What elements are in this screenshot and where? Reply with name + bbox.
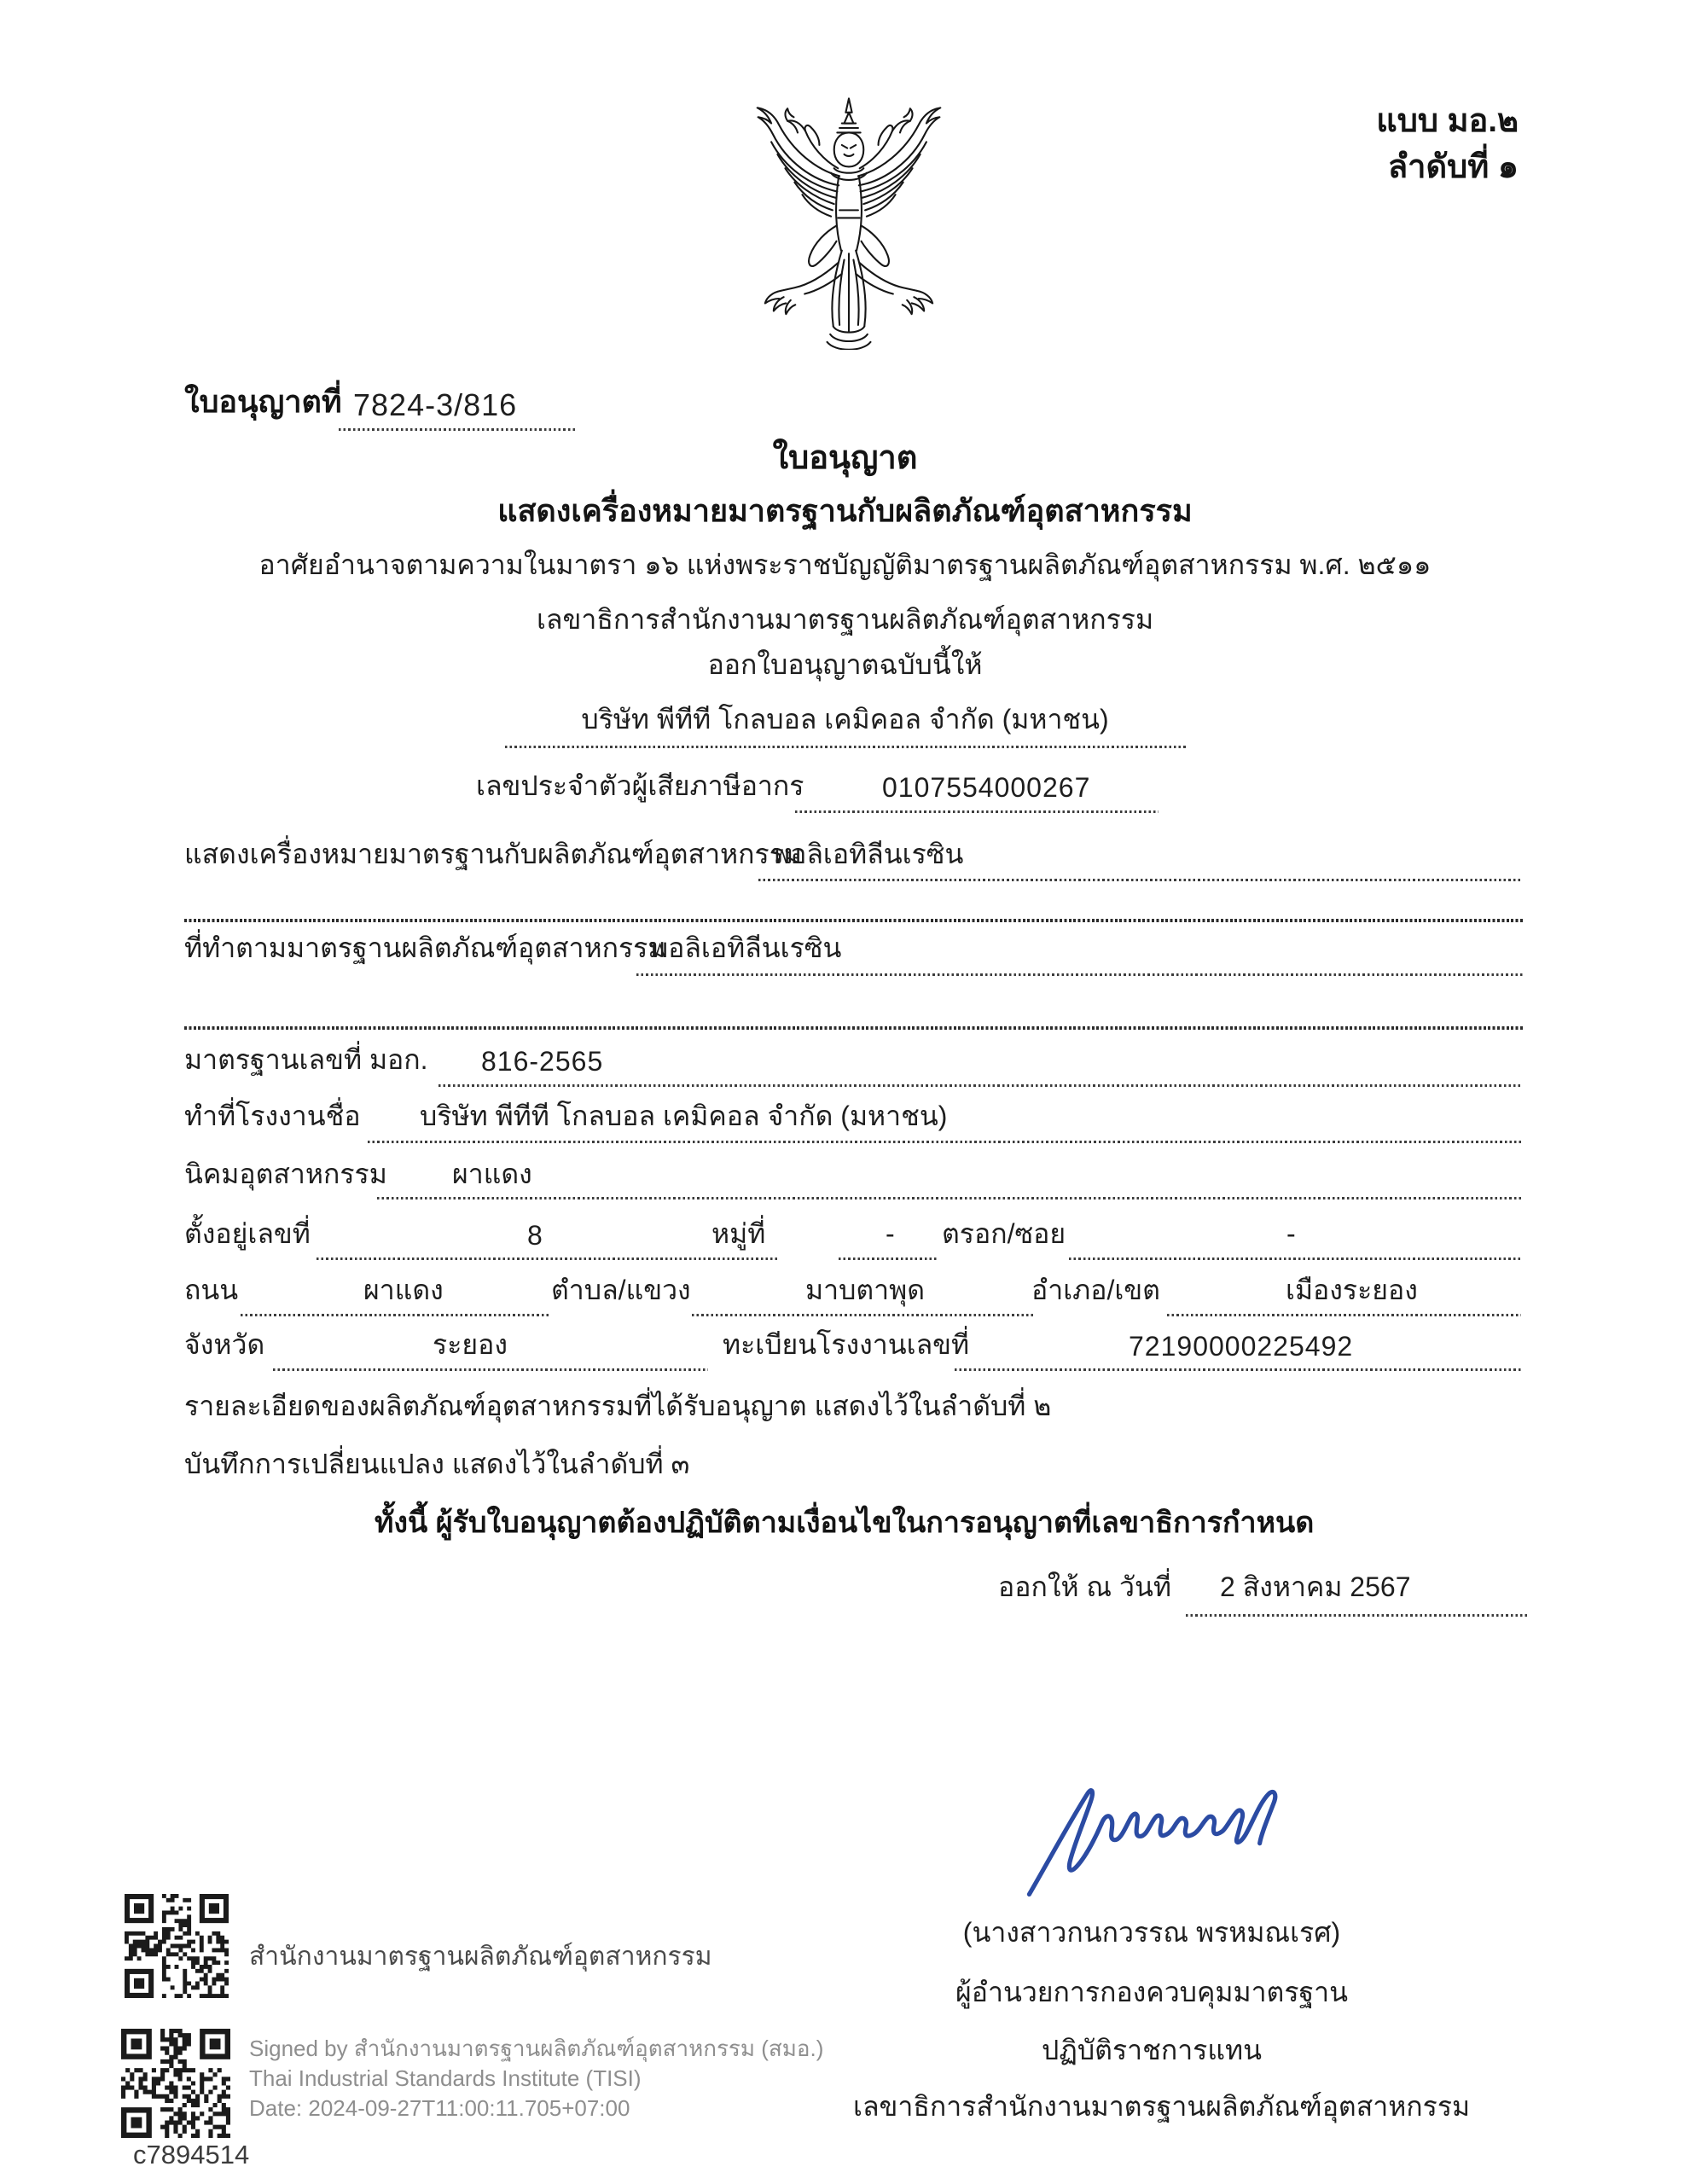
section-rule [184,1026,1523,1030]
condition-line: ทั้งนี้ ผู้รับใบอนุญาตต้องปฏิบัติตามเงื่อนไขในการอนุญาตที่เลขาธิการกำหนด [375,1507,1315,1539]
amphoe-label: อำเภอ/เขต [1031,1275,1160,1305]
province-value: ระยอง [433,1329,508,1360]
tambon-value: มาบตาพุด [805,1275,925,1305]
soi-label: ตรอก/ซอย [942,1218,1066,1249]
garuda-emblem-icon [729,94,968,350]
form-code: แบบ มอ.๒ [1376,103,1519,139]
moo-underline [839,1258,938,1260]
standard-number-underline [438,1084,1523,1087]
footer-org-name: สำนักงานมาตรฐานผลิตภัณฑ์อุตสาหกรรม [249,1943,712,1971]
estate-value: ผาแดง [452,1159,532,1189]
factory-name-underline [368,1141,1523,1143]
estate-underline [377,1197,1523,1199]
address-no-underline [317,1258,777,1260]
document-title: ใบอนุญาต [772,440,918,476]
company-name-underline [505,746,1188,748]
factory-name-label: ทำที่โรงงานชื่อ [184,1101,361,1131]
detail-note-line: รายละเอียดของผลิตภัณฑ์อุตสาหกรรมที่ได้รับอนุญาต แสดงไว้ในลำดับที่ ๒ [184,1391,1052,1421]
digital-signature-info [249,2034,823,2123]
address-no-value: 8 [527,1220,543,1251]
soi-underline [1069,1258,1523,1260]
standard-number-label: มาตรฐานเลขที่ มอก. [184,1044,428,1075]
province-label: จังหวัด [184,1329,265,1360]
moo-value: - [886,1218,895,1249]
mark-underline [758,879,1523,881]
tambon-underline [692,1314,1035,1316]
road-label: ถนน [184,1275,239,1305]
factory-reg-value: 72190000225492 [1129,1331,1354,1362]
factory-reg-label: ทะเบียนโรงงานเลขที่ [723,1329,970,1360]
tambon-label: ตำบล/แขวง [551,1275,691,1305]
road-value: ผาแดง [363,1275,444,1305]
road-underline [241,1314,550,1316]
acting-for-line: ปฏิบัติราชการแทน [1042,2035,1262,2065]
made-to-label: ที่ทำตามมาตรฐานผลิตภัณฑ์อุตสาหกรรม [184,932,666,963]
signer-title: ผู้อำนวยการกองควบคุมมาตรฐาน [955,1977,1348,2007]
tax-id-value: 0107554000267 [882,772,1091,803]
qr-code-signature-icon [121,2029,230,2138]
standard-number-value: 816-2565 [481,1046,604,1077]
tax-id-label: เลขประจำตัวผู้เสียภาษีอากร [476,770,804,801]
license-number-value: 7824-3/816 [353,387,518,422]
made-to-underline [636,973,1523,976]
moo-label: หมู่ที่ [711,1218,766,1249]
estate-label: นิคมอุตสาหกรรม [184,1159,387,1189]
address-no-label: ตั้งอยู่เลขที่ [184,1218,311,1249]
qr-code-org-icon [125,1894,229,1998]
form-sequence: ลำดับที่ ๑ [1387,149,1519,185]
signed-by-line: Signed by สำนักงานมาตรฐานผลิตภัณฑ์อุตสาหกรรม (สมอ.) [249,2036,824,2061]
issue-date-label: ออกให้ ณ วันที่ [998,1571,1171,1602]
soi-value: - [1286,1218,1296,1249]
acting-title-line: เลขาธิการสำนักงานมาตรฐานผลิตภัณฑ์อุตสาหกรรม [853,2091,1471,2122]
change-note-line: บันทึกการเปลี่ยนแปลง แสดงไว้ในลำดับที่ ๓ [184,1449,690,1479]
province-underline [273,1368,708,1371]
factory-name-value: บริษัท พีทีที โกลบอล เคมิคอล จำกัด (มหาชน) [420,1101,948,1131]
signed-date-line: Date: 2024-09-27T11:00:11.705+07:00 [249,2095,630,2121]
factory-reg-underline [955,1368,1521,1371]
signature-ink [1017,1773,1298,1905]
license-number-label: ใบอนุญาตที่ [184,384,342,419]
issue-date-underline [1186,1614,1527,1617]
document-subtitle: แสดงเครื่องหมายมาตรฐานกับผลิตภัณฑ์อุตสาหกรรม [497,493,1193,528]
grant-line: ออกใบอนุญาตฉบับนี้ให้ [707,649,983,680]
amphoe-value: เมืองระยอง [1286,1275,1418,1305]
issue-date-value: 2 สิงหาคม 2567 [1220,1571,1411,1602]
legal-authority-line: อาศัยอำนาจตามความในมาตรา ๑๖ แห่งพระราชบัญญัติมาตรฐานผลิตภัณฑ์อุตสาหกรรม พ.ศ. ๒๕๑๑ [258,549,1432,580]
license-number-underline [339,428,578,431]
made-to-value: พอลิเอทิลีนเรซิน [650,932,842,963]
signed-org-en-line: Thai Industrial Standards Institute (TISI) [249,2065,642,2091]
company-name: บริษัท พีทีที โกลบอล เคมิคอล จำกัด (มหาชน) [581,704,1109,735]
mark-label: แสดงเครื่องหมายมาตรฐานกับผลิตภัณฑ์อุตสาหกรรม [184,839,802,869]
mark-value: พอลิเอทิลีนเรซิน [772,839,964,869]
qr-code-id: c7894514 [133,2140,250,2169]
secretary-line: เลขาธิการสำนักงานมาตรฐานผลิตภัณฑ์อุตสาหกรรม [536,604,1154,635]
section-rule [184,919,1523,922]
amphoe-underline [1167,1314,1521,1316]
signer-name: (นางสาวกนกวรรณ พรหมณเรศ) [962,1917,1341,1948]
tax-id-underline [795,810,1159,813]
